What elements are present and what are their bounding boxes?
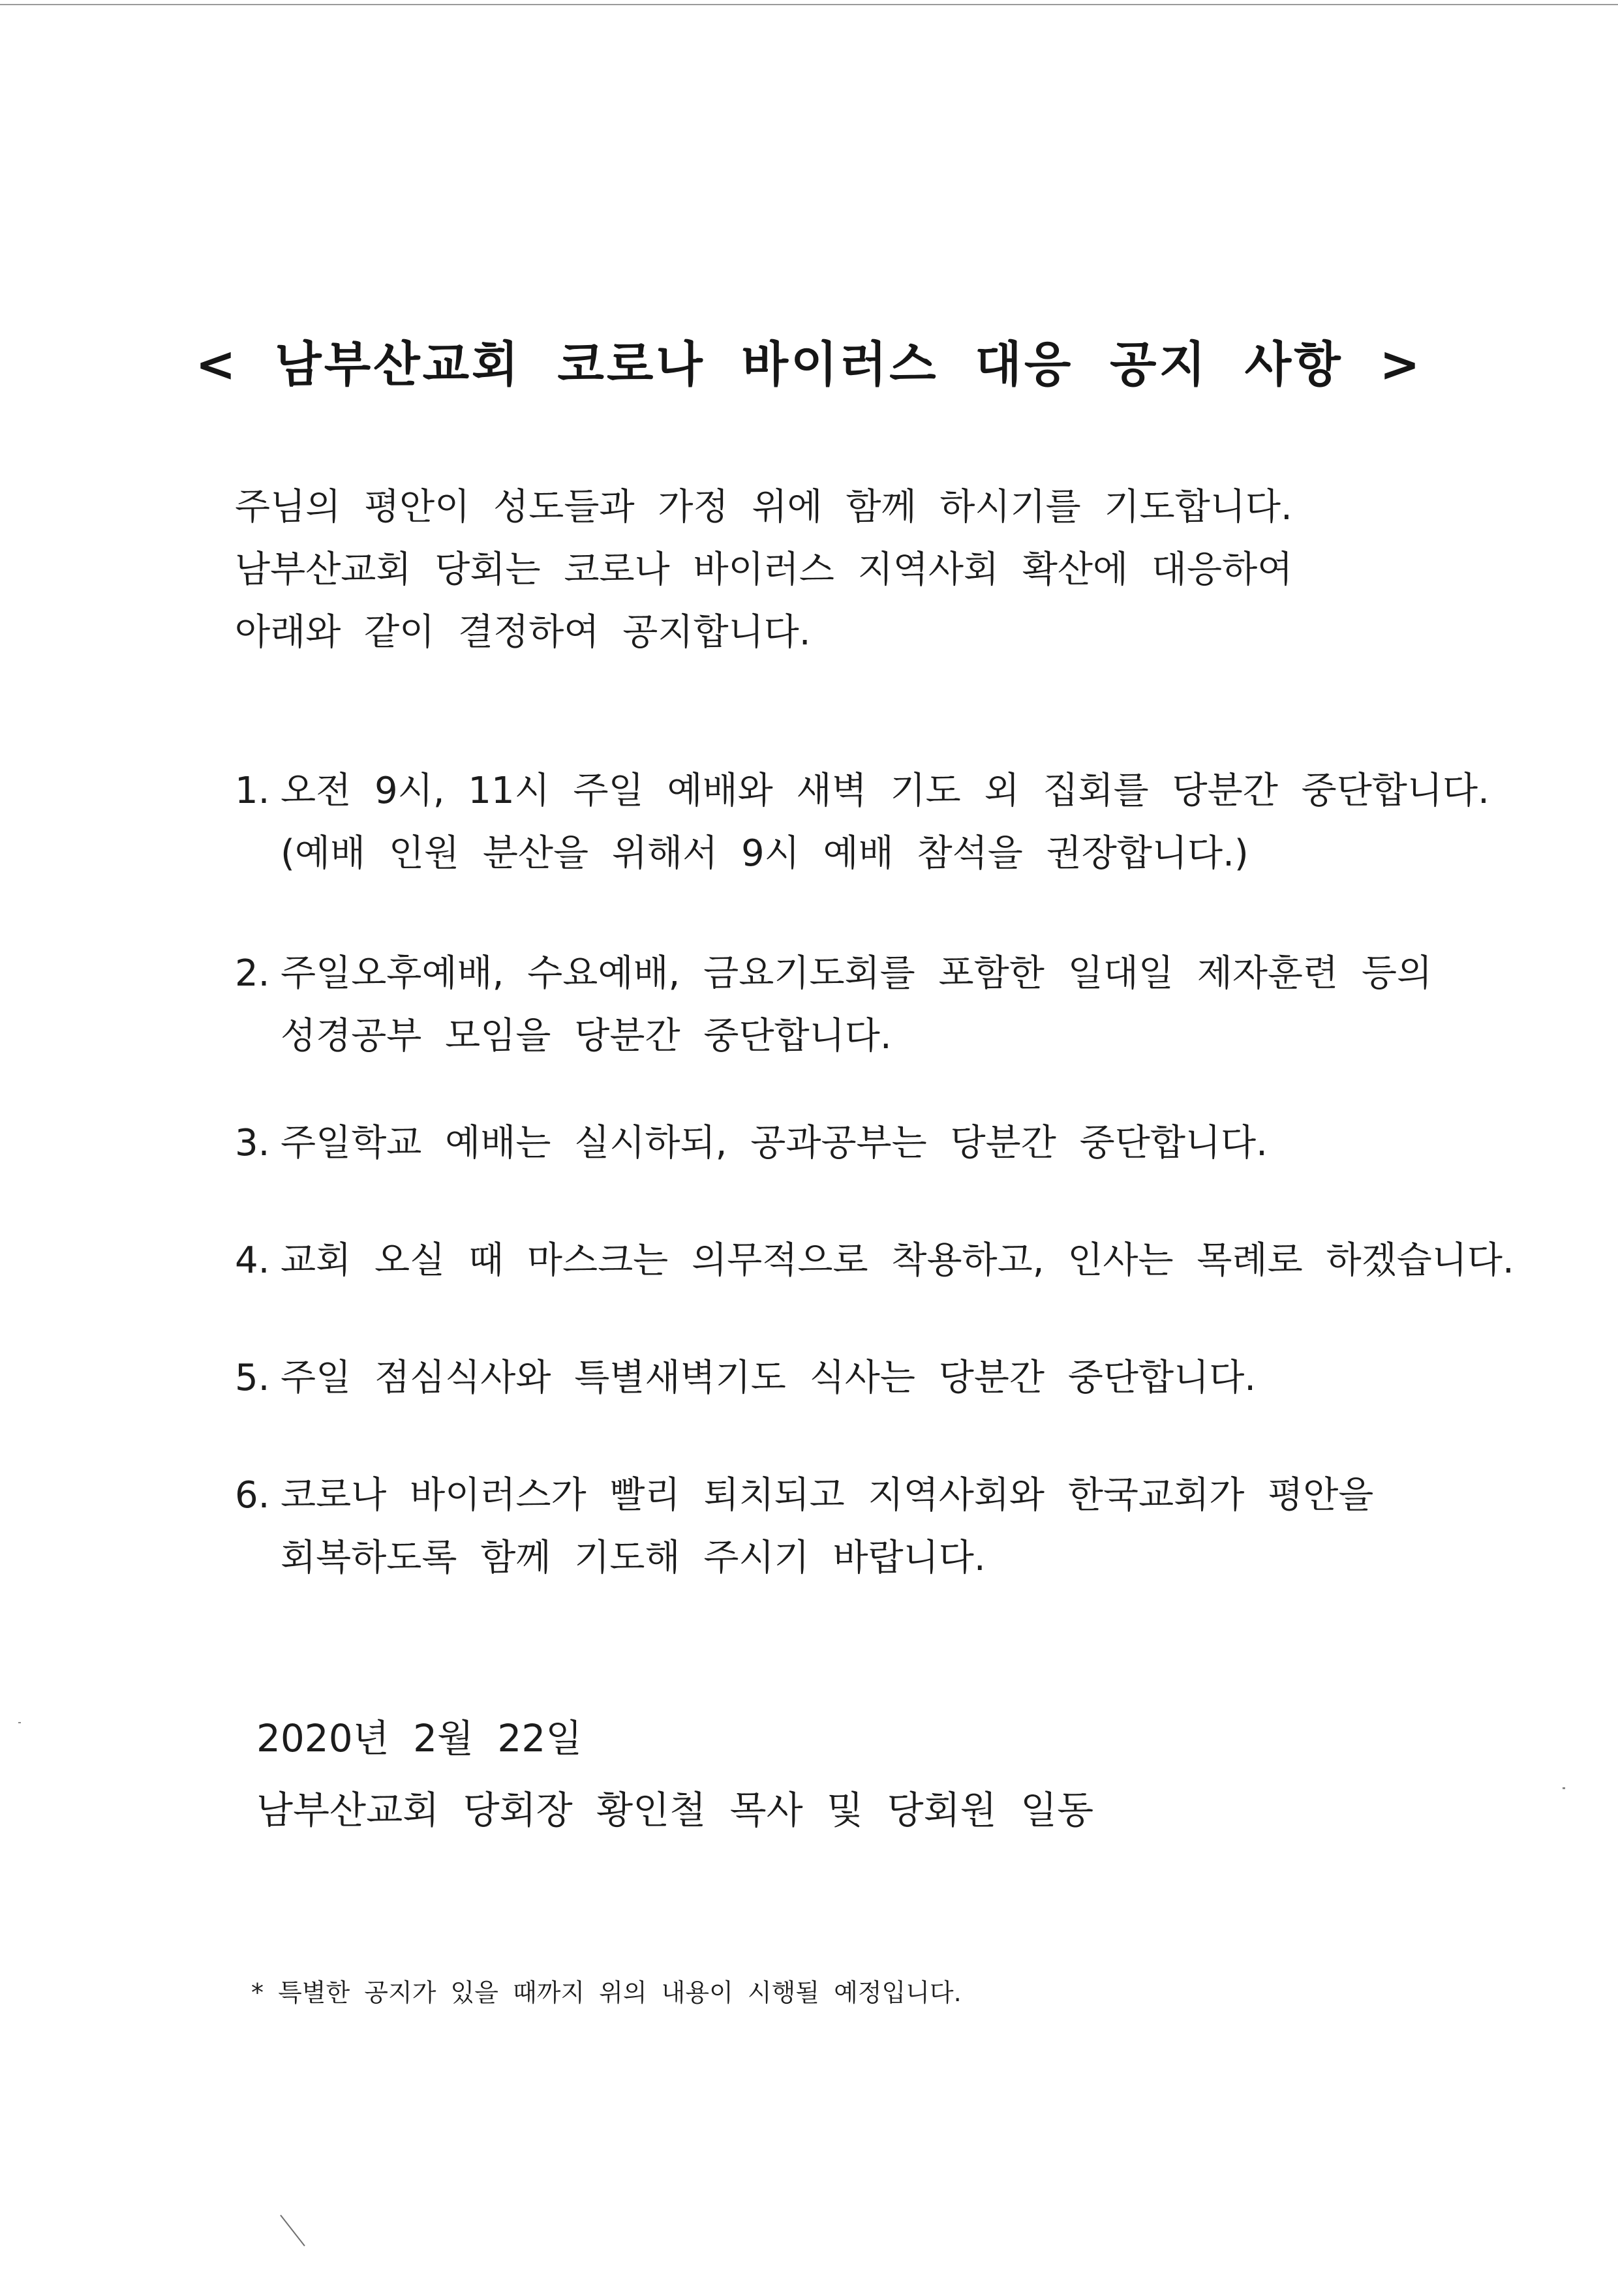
- notice-item-6: [235, 1464, 1373, 1590]
- scan-speck: [18, 1722, 21, 1723]
- notice-item-1: [235, 760, 1489, 885]
- intro-line: 남부산교회 당회는 코로나 바이러스 지역사회 확산에 대응하여: [235, 549, 1293, 591]
- scan-artifact: [280, 2214, 305, 2246]
- item-number: 1.: [235, 770, 270, 812]
- date-signature-block: [256, 1702, 1093, 1846]
- item-text-continued: 성경공부 모임을 당분간 중단합니다.: [281, 1015, 892, 1057]
- notice-title: < 남부산교회 코로나 바이러스 대응 공지 사항 >: [195, 337, 1423, 393]
- item-number: 5.: [235, 1357, 270, 1399]
- item-number: 3.: [235, 1122, 270, 1164]
- footnote: * 특별한 공지가 있을 때까지 위의 내용이 시행될 예정입니다.: [251, 1978, 962, 2007]
- notice-item-3: [235, 1112, 1268, 1175]
- item-text: 주일학교 예배는 실시하되, 공과공부는 당분간 중단합니다.: [281, 1122, 1268, 1164]
- intro-line: 주님의 평안이 성도들과 가정 위에 함께 하시기를 기도합니다.: [235, 486, 1292, 528]
- scan-top-edge: [0, 4, 1618, 5]
- item-number: 6.: [235, 1474, 270, 1517]
- notice-item-2: [235, 943, 1432, 1068]
- item-number: 2.: [235, 952, 270, 995]
- item-text: 코로나 바이러스가 빨리 퇴치되고 지역사회와 한국교회가 평안을: [281, 1474, 1374, 1517]
- item-number: 4.: [235, 1239, 270, 1282]
- notice-date: 2020년 2월 22일: [256, 1716, 583, 1760]
- item-text: 주일 점심식사와 특별새벽기도 식사는 당분간 중단합니다.: [281, 1357, 1257, 1399]
- item-text-continued: (예배 인원 분산을 위해서 9시 예배 참석을 권장합니다.): [281, 832, 1249, 875]
- item-text-continued: 회복하도록 함께 기도해 주시기 바랍니다.: [281, 1537, 986, 1579]
- intro-paragraph: [235, 476, 1292, 664]
- item-text: 오전 9시, 11시 주일 예배와 새벽 기도 외 집회를 당분간 중단합니다.: [281, 770, 1489, 812]
- item-text: 주일오후예배, 수요예배, 금요기도회를 포함한 일대일 제자훈련 등의: [281, 952, 1433, 995]
- intro-line: 아래와 같이 결정하여 공지합니다.: [235, 611, 811, 654]
- item-text: 교회 오실 때 마스크는 의무적으로 착용하고, 인사는 목례로 하겠습니다.: [281, 1239, 1514, 1282]
- notice-signature: 남부산교회 당회장 황인철 목사 및 당회원 일동: [256, 1788, 1094, 1832]
- notice-item-4: [235, 1230, 1514, 1292]
- scan-speck: [1563, 1787, 1565, 1789]
- notice-item-5: [235, 1347, 1256, 1410]
